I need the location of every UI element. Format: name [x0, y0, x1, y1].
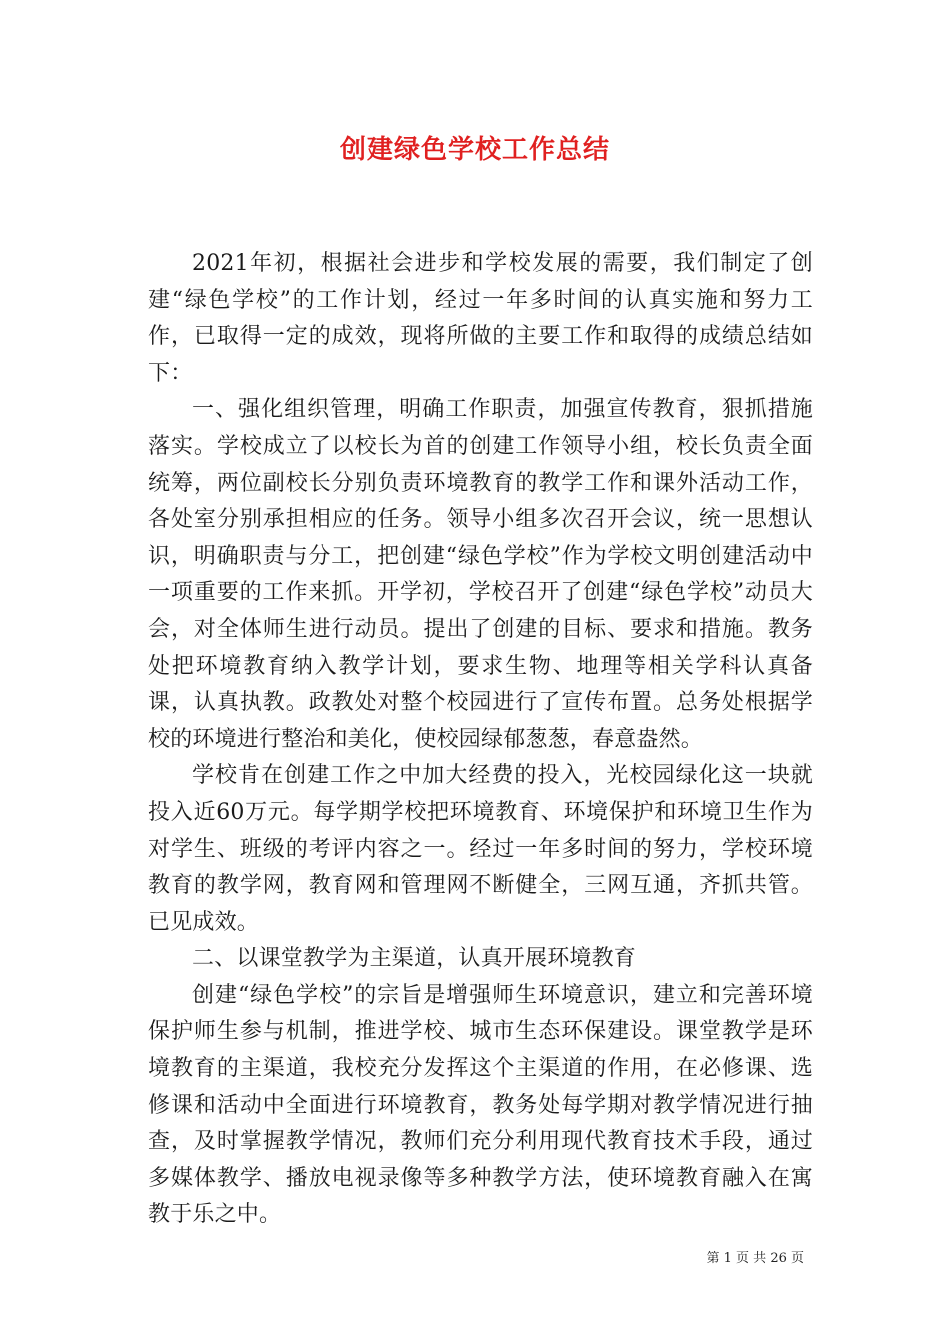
- paragraph-funding: 学校肯在创建工作之中加大经费的投入，光校园绿化这一块就投入近60万元。每学期学校把环境教育、环境保护和环境卫生作为对学生、班级的考评内容之一。经过一年多时间的努力，学校环境教育的教学网，教育网和管理网不断健全，三网互通，齐抓共管。已见成效。: [148, 763, 813, 935]
- paragraph-section-2-heading: 二、以课堂教学为主渠道，认真开展环境教育: [192, 946, 637, 972]
- page-number-footer: 第 1 页 共 26 页: [706, 1251, 804, 1266]
- document-body: [148, 246, 813, 1234]
- paragraph-section-1: 一、强化组织管理，明确工作职责，加强宣传教育，狠抓措施落实。学校成立了以校长为首的创建工作领导小组，校长负责全面统筹，两位副校长分别负责环境教育的教学工作和课外活动工作，各处室分别承担相应的任务。领导小组多次召开会议，统一思想认识，明确职责与分工，把创建“绿色学校”作为学校文明创建活动中一项重要的工作来抓。开学初，学校召开了创建“绿色学校”动员大会，对全体师生进行动员。提出了创建的目标、要求和措施。教务处把环境教育纳入教学计划，要求生物、地理等相关学科认真备课，认真执教。政教处对整个校园进行了宣传布置。总务处根据学校的环境进行整治和美化，使校园绿郁葱葱，春意盎然。: [148, 397, 813, 752]
- paragraph-intro: 2021年初，根据社会进步和学校发展的需要，我们制定了创建“绿色学校”的工作计划，经过一年多时间的认真实施和努力工作，已取得一定的成效，现将所做的主要工作和取得的成绩总结如下：: [148, 251, 813, 386]
- document-title: 创建绿色学校工作总结: [339, 135, 610, 165]
- paragraph-section-2: 创建“绿色学校”的宗旨是增强师生环境意识，建立和完善环境保护师生参与机制，推进学校、城市生态环保建设。课堂教学是环境教育的主渠道，我校充分发挥这个主渠道的作用，在必修课、选修课和活动中全面进行环境教育，教务处每学期对教学情况进行抽查，及时掌握教学情况，教师们充分利用现代教育技术手段，通过多媒体教学、播放电视录像等多种教学方法，使环境教育融入在寓教于乐之中。: [148, 982, 813, 1228]
